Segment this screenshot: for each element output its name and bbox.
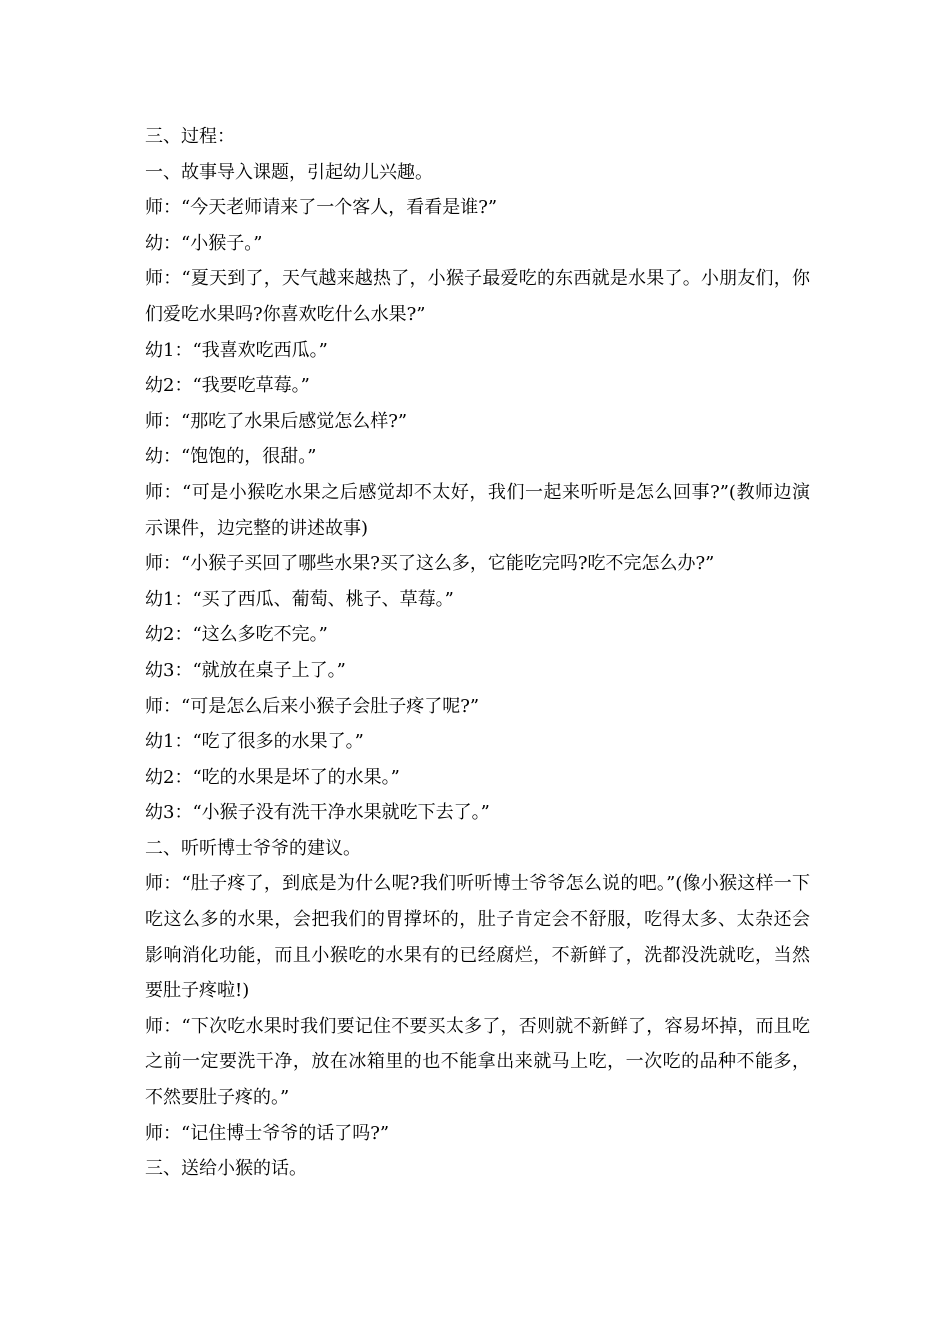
document-body <box>145 119 810 1187</box>
section-heading-words-to-monkey: 三、送给小猴的话。 <box>145 1158 307 1180</box>
dialogue-line: 师：“可是怎么后来小猴子会肚子疼了呢?” <box>145 695 480 717</box>
dialogue-line: 幼：“饱饱的，很甜。” <box>145 446 317 468</box>
dialogue-line: 师：“下次吃水果时我们要记住不要买太多了，否则就不新鲜了，容易坏掉，而且吃之前一定要洗干净，放在冰箱里的也不能拿出来就马上吃，一次吃的品种不能多，不然要肚子疼的。” <box>145 1015 810 1109</box>
dialogue-line: 师：“可是小猴吃水果之后感觉却不太好，我们一起来听听是怎么回事?”(教师边演示课件，边完整的讲述故事) <box>145 481 810 539</box>
dialogue-line: 幼：“小猴子。” <box>145 232 263 254</box>
dialogue-line: 师：“今天老师请来了一个客人，看看是谁?” <box>145 197 498 219</box>
dialogue-line: 幼3：“小猴子没有洗干净水果就吃下去了。” <box>145 802 490 824</box>
section-heading-process: 三、过程： <box>145 126 235 147</box>
dialogue-line: 幼2：“这么多吃不完。” <box>145 624 328 646</box>
dialogue-line: 师：“记住博士爷爷的话了吗?” <box>145 1122 390 1144</box>
dialogue-line: 幼3：“就放在桌子上了。” <box>145 659 346 681</box>
dialogue-line: 幼2：“吃的水果是坏了的水果。” <box>145 766 400 788</box>
dialogue-line: 幼1：“我喜欢吃西瓜。” <box>145 339 328 361</box>
section-heading-story-intro: 一、故事导入课题，引起幼儿兴趣。 <box>145 161 433 183</box>
dialogue-line: 幼1：“吃了很多的水果了。” <box>145 731 364 753</box>
dialogue-line: 师：“夏天到了，天气越来越热了，小猴子最爱吃的东西就是水果了。小朋友们，你们爱吃水果吗?你喜欢吃什么水果?” <box>145 268 810 325</box>
section-heading-doctor-advice: 二、听听博士爷爷的建议。 <box>145 837 361 859</box>
dialogue-line: 师：“那吃了水果后感觉怎么样?” <box>145 410 408 432</box>
dialogue-line: 幼2：“我要吃草莓。” <box>145 375 310 397</box>
dialogue-line: 师：“肚子疼了，到底是为什么呢?我们听听博士爷爷怎么说的吧。”(像小猴这样一下吃这么多的水果，会把我们的胃撑坏的，肚子肯定会不舒服，吃得太多、太杂还会影响消化功能，而且小猴吃的水果有的已经腐烂，不新鲜了，洗都没洗就吃，当然要肚子疼啦!) <box>145 873 810 1002</box>
dialogue-line: 幼1：“买了西瓜、葡萄、桃子、草莓。” <box>145 588 454 610</box>
dialogue-line: 师：“小猴子买回了哪些水果?买了这么多，它能吃完吗?吃不完怎么办?” <box>145 553 715 575</box>
